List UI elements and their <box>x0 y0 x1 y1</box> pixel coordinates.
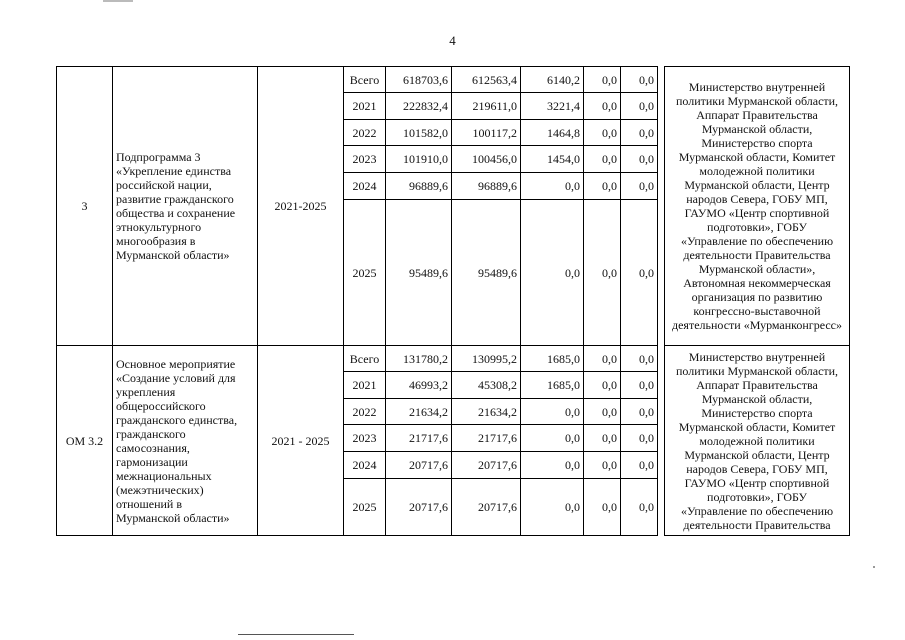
amount-total: 21717,6 <box>386 425 452 452</box>
table-row <box>57 346 850 372</box>
responsible-executors-line: Министерство внутренней <box>688 80 826 94</box>
amount-c4: 0,0 <box>621 399 658 425</box>
amount-total: 21634,2 <box>386 399 452 425</box>
amount-c1: 95489,6 <box>452 200 521 346</box>
amount-c1: 100456,0 <box>452 146 521 173</box>
amount-c3: 0,0 <box>584 372 621 399</box>
measure-name-line: гражданского <box>116 426 186 441</box>
responsible-executors-line: конгрессно-выставочной <box>693 304 821 318</box>
measure-name <box>113 346 258 536</box>
column-gap <box>658 67 665 346</box>
amount-c4: 0,0 <box>621 120 658 146</box>
responsible-executors-line: деятельности Правительства <box>683 517 831 532</box>
amount-c4: 0,0 <box>621 200 658 346</box>
measure-name-line: «Укрепление единства <box>116 164 232 178</box>
amount-c2: 0,0 <box>521 425 584 452</box>
responsible-executors-line: молодежной политики <box>699 433 815 448</box>
year-cell: Всего <box>344 346 386 372</box>
measure-name-line: укрепления <box>116 384 176 399</box>
measure-name-line: гражданского единства, <box>116 412 238 427</box>
year-cell: 2023 <box>344 146 386 173</box>
measure-name-line: самосознания, <box>116 440 190 455</box>
amount-c3: 0,0 <box>584 425 621 452</box>
page-number: 4 <box>449 33 456 48</box>
row-number: 3 <box>57 67 113 346</box>
measure-name-line: Подпрограмма 3 <box>116 150 201 164</box>
responsible-executors-line: народов Севера, ГОБУ МП, <box>686 461 828 476</box>
responsible-executors-line: политики Мурманской области, <box>675 363 839 378</box>
measure-name <box>113 67 258 346</box>
year-cell: Всего <box>344 67 386 93</box>
amount-c3: 0,0 <box>584 200 621 346</box>
responsible-executors-line: Мурманской области, <box>701 122 813 136</box>
responsible-executors-line: подготовки», ГОБУ <box>707 220 807 234</box>
year-cell: 2022 <box>344 120 386 146</box>
amount-total: 101582,0 <box>386 120 452 146</box>
amount-total: 222832,4 <box>386 93 452 120</box>
year-cell: 2025 <box>344 479 386 536</box>
responsible-executors <box>665 67 850 346</box>
responsible-executors-line: Мурманской области, Центр <box>684 178 830 192</box>
amount-c4: 0,0 <box>621 173 658 200</box>
amount-c3: 0,0 <box>584 399 621 425</box>
measure-name-line: этнокультурного <box>116 220 202 234</box>
amount-c2: 6140,2 <box>521 67 584 93</box>
measure-name-line: общероссийского <box>116 398 206 413</box>
amount-total: 618703,6 <box>386 67 452 93</box>
amount-c1: 20717,6 <box>452 479 521 536</box>
amount-c2: 1685,0 <box>521 346 584 372</box>
amount-total: 95489,6 <box>386 200 452 346</box>
responsible-executors-line: ГАУМО «Центр спортивной <box>684 206 830 220</box>
year-cell: 2021 <box>344 372 386 399</box>
responsible-executors-line: Министерство спорта <box>701 136 813 150</box>
row-number: ОМ 3.2 <box>57 346 113 536</box>
amount-c3: 0,0 <box>584 452 621 479</box>
amount-c3: 0,0 <box>584 120 621 146</box>
amount-total: 131780,2 <box>386 346 452 372</box>
scan-artifact-dot <box>873 566 875 568</box>
amount-c2: 0,0 <box>521 173 584 200</box>
responsible-executors-line: «Управление по обеспечению <box>680 234 834 248</box>
program-table <box>56 66 850 536</box>
responsible-executors-line: народов Севера, ГОБУ МП, <box>686 192 828 206</box>
amount-c1: 20717,6 <box>452 452 521 479</box>
responsible-executors-line: деятельности Правительства <box>683 248 831 262</box>
amount-c2: 0,0 <box>521 399 584 425</box>
measure-name-line: отношений в <box>116 496 183 511</box>
amount-total: 46993,2 <box>386 372 452 399</box>
measure-name-line: многообразия в <box>116 234 196 248</box>
responsible-executors-line: Аппарат Правительства <box>696 377 818 392</box>
measure-name-line: российской нации, <box>116 178 212 192</box>
responsible-executors-line: Министерство спорта <box>701 405 813 420</box>
amount-c3: 0,0 <box>584 146 621 173</box>
scan-artifact-top <box>103 0 133 2</box>
year-cell: 2022 <box>344 399 386 425</box>
amount-c1: 100117,2 <box>452 120 521 146</box>
measure-name-line: общества и сохранение <box>116 206 236 220</box>
measure-name-line: гармонизации <box>116 454 188 469</box>
responsible-executors-line: подготовки», ГОБУ <box>707 489 807 504</box>
amount-total: 20717,6 <box>386 479 452 536</box>
responsible-executors-line: Мурманской области», <box>698 262 816 276</box>
responsible-executors <box>665 346 850 536</box>
amount-c4: 0,0 <box>621 372 658 399</box>
amount-c3: 0,0 <box>584 479 621 536</box>
column-gap <box>658 346 665 536</box>
amount-c2: 1685,0 <box>521 372 584 399</box>
amount-c1: 612563,4 <box>452 67 521 93</box>
amount-c4: 0,0 <box>621 346 658 372</box>
amount-total: 96889,6 <box>386 173 452 200</box>
measure-name-line: Мурманской области» <box>116 248 230 262</box>
table-row <box>57 67 850 93</box>
amount-c2: 0,0 <box>521 479 584 536</box>
responsible-executors-line: «Управление по обеспечению <box>680 503 834 518</box>
responsible-executors-line: Мурманской области, Комитет <box>678 419 836 434</box>
responsible-executors-line: Мурманской области, Центр <box>684 447 830 462</box>
responsible-executors-line: Автономная некоммерческая <box>683 276 831 290</box>
amount-c4: 0,0 <box>621 479 658 536</box>
responsible-executors-line: молодежной политики <box>699 164 815 178</box>
amount-c4: 0,0 <box>621 67 658 93</box>
year-cell: 2021 <box>344 93 386 120</box>
responsible-executors-line: Аппарат Правительства <box>696 108 818 122</box>
year-cell: 2025 <box>344 200 386 346</box>
measure-name-line: «Создание условий для <box>116 370 236 385</box>
responsible-executors-line: Министерство внутренней <box>688 349 826 364</box>
amount-total: 101910,0 <box>386 146 452 173</box>
period: 2021-2025 <box>258 67 344 346</box>
amount-c1: 130995,2 <box>452 346 521 372</box>
measure-name-line: Мурманской области» <box>116 510 230 525</box>
measure-name-line: (межэтнических) <box>116 482 204 497</box>
amount-total: 20717,6 <box>386 452 452 479</box>
responsible-executors-line: Мурманской области, <box>701 391 813 406</box>
measure-name-line: развитие гражданского <box>116 192 234 206</box>
amount-c4: 0,0 <box>621 146 658 173</box>
amount-c3: 0,0 <box>584 93 621 120</box>
amount-c2: 1454,0 <box>521 146 584 173</box>
amount-c3: 0,0 <box>584 173 621 200</box>
responsible-executors-line: ГАУМО «Центр спортивной <box>684 475 830 490</box>
responsible-executors-line: деятельности «Мурманконгресс» <box>672 318 842 332</box>
responsible-executors-line: политики Мурманской области, <box>675 94 839 108</box>
amount-c1: 45308,2 <box>452 372 521 399</box>
amount-c4: 0,0 <box>621 425 658 452</box>
measure-name-line: межнациональных <box>116 468 212 483</box>
year-cell: 2024 <box>344 173 386 200</box>
amount-c2: 0,0 <box>521 452 584 479</box>
amount-c1: 21717,6 <box>452 425 521 452</box>
amount-c2: 3221,4 <box>521 93 584 120</box>
amount-c4: 0,0 <box>621 93 658 120</box>
amount-c1: 219611,0 <box>452 93 521 120</box>
year-cell: 2024 <box>344 452 386 479</box>
amount-c2: 1464,8 <box>521 120 584 146</box>
amount-c1: 96889,6 <box>452 173 521 200</box>
responsible-executors-line: Мурманской области, Комитет <box>678 150 836 164</box>
year-cell: 2023 <box>344 425 386 452</box>
footnote-rule <box>238 634 354 635</box>
amount-c2: 0,0 <box>521 200 584 346</box>
amount-c3: 0,0 <box>584 67 621 93</box>
measure-name-line: Основное мероприятие <box>116 356 236 371</box>
responsible-executors-line: организация по развитию <box>691 290 823 304</box>
period: 2021 - 2025 <box>258 346 344 536</box>
amount-c4: 0,0 <box>621 452 658 479</box>
amount-c3: 0,0 <box>584 346 621 372</box>
amount-c1: 21634,2 <box>452 399 521 425</box>
